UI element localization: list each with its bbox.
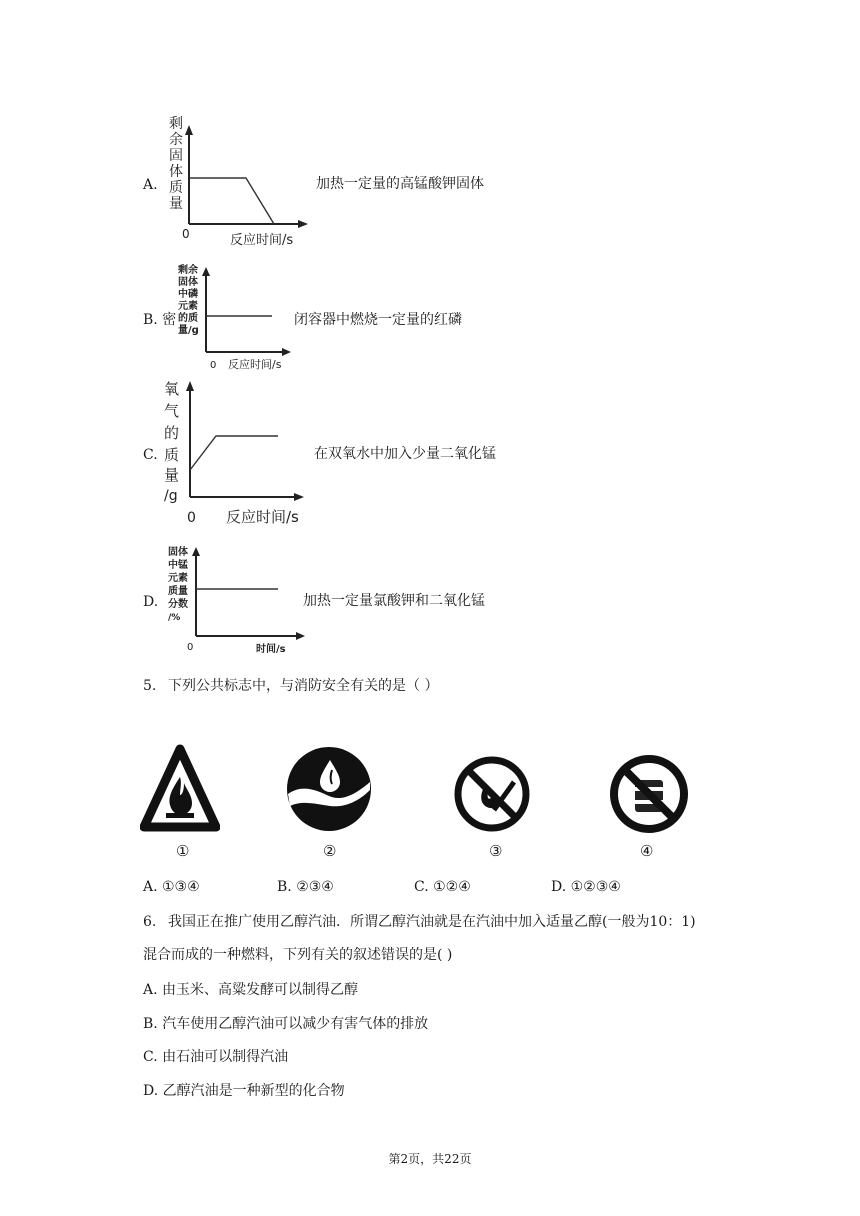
graph-a-y-arrow <box>185 125 193 135</box>
flammable-warning-icon <box>144 749 216 827</box>
sign-4 <box>607 754 691 834</box>
graph-d <box>164 540 310 656</box>
no-fireworks-icon <box>614 759 684 829</box>
sign-2-label: ② <box>323 842 337 860</box>
graph-d-ylabel-5: 分数 <box>168 599 188 610</box>
q5-option-a: A. ①③④ <box>143 879 200 895</box>
q6-stem-line2: 混合而成的一种燃料，下列有关的叙述错误的是( ) <box>143 947 453 963</box>
graph-c-ylabel-3: 的 <box>164 424 180 442</box>
no-smoking-icon <box>458 760 526 828</box>
sign-3-label: ③ <box>489 842 503 860</box>
graph-c-curve <box>190 436 278 470</box>
q6-option-d: D. 乙醇汽油是一种新型的化合物 <box>143 1083 345 1099</box>
graph-d-ylabel-4: 质量 <box>168 586 188 597</box>
graph-c-x-arrow <box>294 493 304 501</box>
page-footer: 第2页，共22页 <box>388 1152 472 1166</box>
graph-b-ylabel-4: 元素 <box>178 301 198 312</box>
graph-c-ylabel-6: /g <box>164 488 178 504</box>
sign-3 <box>452 754 532 834</box>
graph-a-ylabel-2: 余 <box>169 132 183 148</box>
graph-c-ylabel-1: 氧 <box>164 380 180 398</box>
graph-c <box>160 376 312 528</box>
graph-d-y-arrow <box>192 547 200 556</box>
option-c-letter: C. <box>143 447 158 463</box>
option-b-letter: B. 密 <box>143 312 177 328</box>
water-saving-icon <box>287 747 371 831</box>
sign-1-label: ① <box>176 842 190 860</box>
graph-a-origin: 0 <box>182 227 190 241</box>
graph-b-y-arrow <box>202 267 210 276</box>
graph-a-ylabel-5: 质 <box>169 180 183 196</box>
graph-b-xlabel: 反应时间/s <box>228 358 282 371</box>
graph-d-ylabel-2: 中锰 <box>168 560 188 571</box>
option-b-caption: 闭容器中燃烧一定量的红磷 <box>294 312 462 328</box>
graph-a-ylabel-6: 量 <box>169 196 183 212</box>
q5-option-d: D. ①②③④ <box>551 879 621 895</box>
graph-b-origin: 0 <box>210 360 217 371</box>
q6-option-a: A. 由玉米、高粱发酵可以制得乙醇 <box>143 982 359 998</box>
graph-b-ylabel-1: 剩余 <box>178 265 198 276</box>
graph-c-ylabel-5: 量 <box>164 466 180 484</box>
q5-option-c: C. ①②④ <box>414 879 471 895</box>
graph-c-xlabel: 反应时间/s <box>226 508 299 526</box>
graph-a-curve <box>189 178 274 224</box>
graph-c-ylabel-2: 气 <box>164 402 180 420</box>
graph-a-xlabel: 反应时间/s <box>230 233 294 248</box>
graph-d-ylabel-1: 固体 <box>168 547 188 558</box>
graph-d-origin: 0 <box>187 642 194 653</box>
q6-option-b: B. 汽车使用乙醇汽油可以减少有害气体的排放 <box>143 1016 429 1032</box>
option-d-letter: D. <box>143 594 159 610</box>
graph-a-ylabel-4: 体 <box>169 164 183 180</box>
graph-b-ylabel-3: 中磷 <box>178 289 198 300</box>
graph-d-ylabel-3: 元素 <box>168 573 188 584</box>
option-a-caption: 加热一定量的高锰酸钾固体 <box>316 176 484 192</box>
graph-b <box>170 262 296 374</box>
graph-b-x-arrow <box>282 348 291 356</box>
graph-a <box>160 110 310 252</box>
q5-number: 5. <box>143 678 157 694</box>
graph-a-ylabel-1: 剩 <box>169 116 183 132</box>
graph-a-x-arrow <box>298 220 308 228</box>
q6-number: 6. <box>143 914 157 930</box>
option-a-letter: A. <box>143 177 158 193</box>
graph-b-ylabel-6: 量/g <box>178 325 199 336</box>
graph-d-ylabel-6: /% <box>168 613 181 623</box>
graph-a-ylabel-3: 固 <box>169 148 183 164</box>
q6-option-c: C. 由石油可以制得汽油 <box>143 1049 289 1065</box>
graph-d-xlabel: 时间/s <box>256 644 286 655</box>
sign-1 <box>140 743 220 835</box>
q6-stem-line1: 我国正在推广使用乙醇汽油．所谓乙醇汽油就是在汽油中加入适量乙醇(一般为10：1) <box>168 914 696 930</box>
sign-2 <box>286 746 372 832</box>
option-d-caption: 加热一定量氯酸钾和二氧化锰 <box>303 593 485 609</box>
graph-c-ylabel-4: 质 <box>164 446 180 464</box>
sign-4-label: ④ <box>640 842 654 860</box>
graph-c-y-arrow <box>186 381 194 391</box>
q5-stem: 下列公共标志中，与消防安全有关的是（ ） <box>168 678 439 694</box>
graph-c-origin: 0 <box>187 510 196 526</box>
graph-b-ylabel-2: 固体 <box>178 277 198 288</box>
q5-option-b: B. ②③④ <box>277 879 334 895</box>
option-c-caption: 在双氧水中加入少量二氧化锰 <box>314 446 496 462</box>
graph-d-x-arrow <box>296 632 305 640</box>
graph-b-ylabel-5: 的质 <box>178 313 198 324</box>
